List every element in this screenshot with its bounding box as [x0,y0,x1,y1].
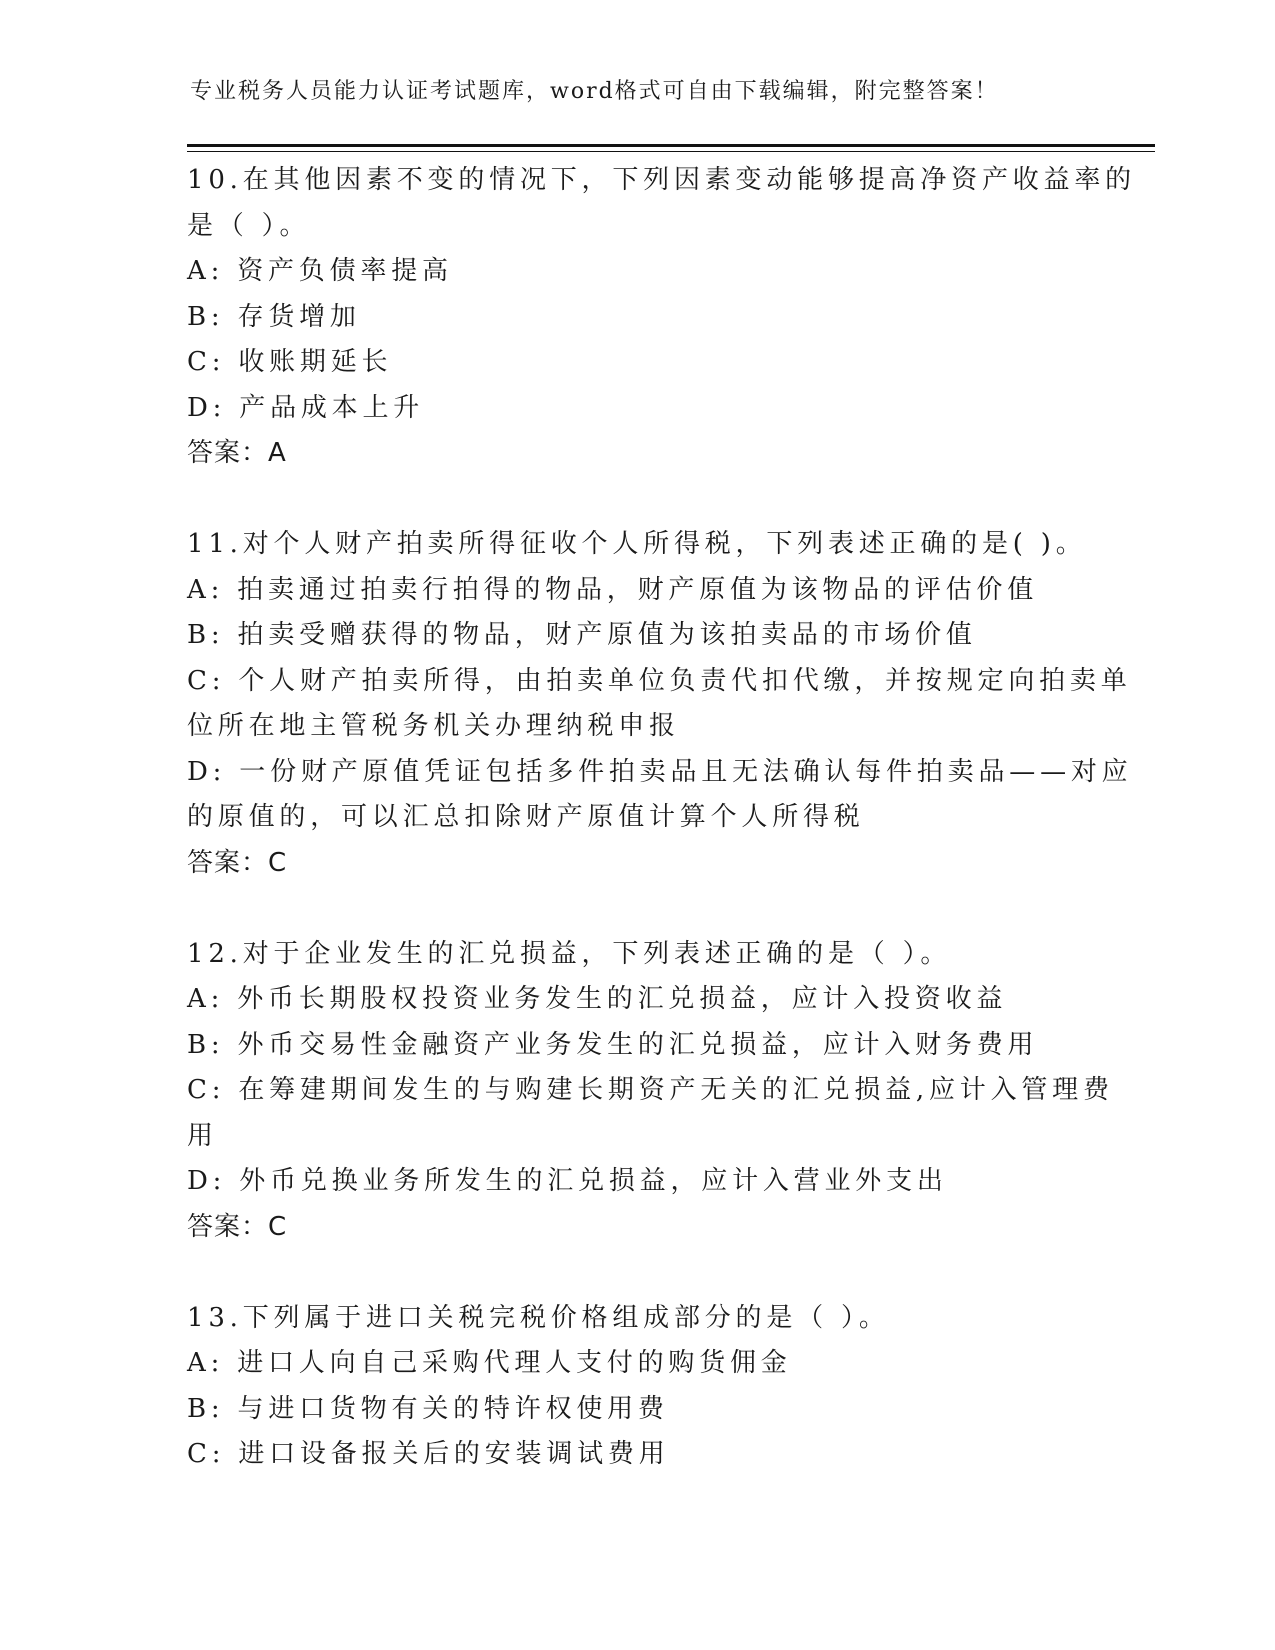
option-d: D: 外币兑换业务所发生的汇兑损益，应计入营业外支出 [187,1166,948,1196]
question-stem: 11.对个人财产拍卖所得征收个人所得税，下列表述正确的是( )。 [187,529,1087,559]
header-rule-thin [187,151,1155,152]
question-11 [187,522,1133,886]
option-b: B: 外币交易性金融资产业务发生的汇兑损益，应计入财务费用 [187,1029,1039,1060]
option-c: C: 进口设备报关后的安装调试费用 [187,1439,670,1469]
answer: 答案：C [187,847,288,878]
option-a: A: 资产负债率提高 [187,256,453,286]
option-d: D: 产品成本上升 [187,392,425,423]
question-stem: 13.下列属于进口关税完税价格组成部分的是（ ）。 [187,1302,890,1333]
option-b: B: 与进口货物有关的特许权使用费 [187,1393,669,1424]
option-c-continued: 位所在地主管税务机关办理纳税申报 [187,711,680,741]
option-d: D: 一份财产原值凭证包括多件拍卖品且无法确认每件拍卖品——对应 [187,756,1133,787]
question-stem: 是（ ）。 [187,210,311,241]
header-rule-thick [187,144,1155,147]
option-a: A: 拍卖通过拍卖行拍得的物品，财产原值为该物品的评估价值 [187,574,1039,605]
option-d-continued: 的原值的，可以汇总扣除财产原值计算个人所得税 [187,802,865,832]
question-10 [187,158,1136,477]
answer: 答案：A [187,438,287,468]
option-b: B: 存货增加 [187,301,361,332]
question-list [187,158,1136,1478]
option-a: A: 外币长期股权投资业务发生的汇兑损益，应计入投资收益 [187,984,1008,1014]
question-stem: 10.在其他因素不变的情况下，下列因素变动能够提高净资产收益率的 [187,165,1136,195]
page-header: 专业税务人员能力认证考试题库，word格式可自由下载编辑，附完整答案！ [190,79,999,104]
option-c: C: 收账期延长 [187,347,393,377]
question-12 [187,932,1114,1251]
option-a: A: 进口人向自己采购代理人支付的购货佣金 [187,1348,792,1378]
option-b: B: 拍卖受赠获得的物品，财产原值为该拍卖品的市场价值 [187,620,977,650]
question-13 [187,1296,1087,1478]
option-c: C: 个人财产拍卖所得，由拍卖单位负责代扣代缴，并按规定向拍卖单 [187,665,1132,696]
option-c-continued: 用 [187,1120,218,1151]
answer: 答案：C [187,1211,288,1242]
option-c: C: 在筹建期间发生的与购建长期资产无关的汇兑损益,应计入管理费 [187,1075,1114,1105]
question-stem: 12.对于企业发生的汇兑损益，下列表述正确的是（ ）。 [187,938,952,969]
